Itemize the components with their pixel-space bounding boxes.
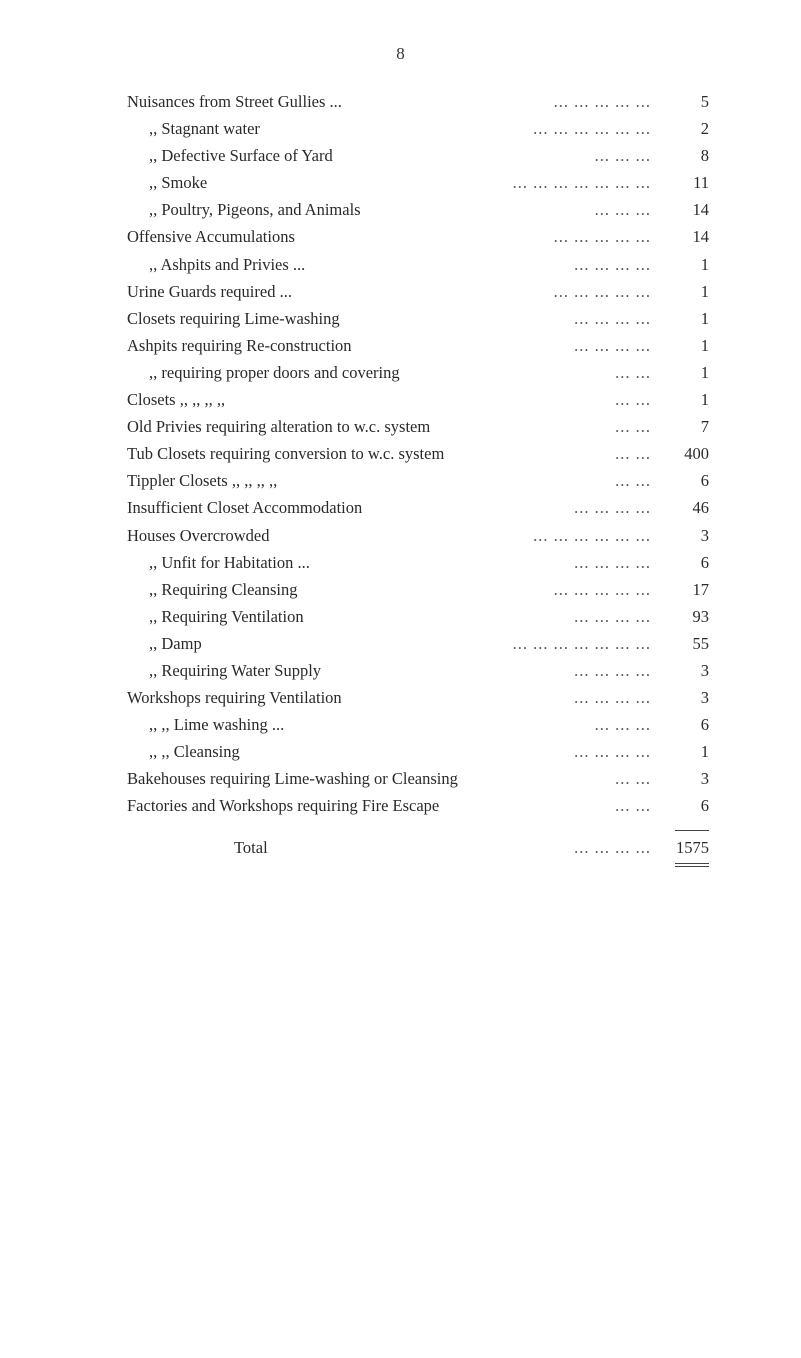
table-row <box>127 684 709 711</box>
row-leaders: ... ... <box>615 390 651 410</box>
row-value: 7 <box>700 417 709 437</box>
table-row <box>127 576 709 603</box>
row-label: ,, ,, Cleansing <box>149 742 240 762</box>
row-label: Urine Guards required ... <box>127 281 292 301</box>
total-row <box>127 834 709 862</box>
row-leaders: ... ... ... ... <box>574 335 651 355</box>
row-leaders: ... ... <box>615 444 651 464</box>
total-label: Total <box>234 837 268 857</box>
row-leaders: ... ... ... ... ... ... ... <box>512 633 651 653</box>
row-leaders: ... ... <box>615 362 651 382</box>
row-leaders: ... ... <box>615 417 651 437</box>
table-row <box>127 332 709 359</box>
row-label: ,, Ashpits and Privies ... <box>149 254 306 274</box>
row-label: Old Privies requiring alteration to w.c. system <box>127 417 431 437</box>
row-leaders: ... ... ... ... ... ... <box>533 119 651 139</box>
row-value: 1 <box>700 308 709 328</box>
row-value: 2 <box>700 119 709 139</box>
row-leaders: ... ... <box>615 796 651 816</box>
row-label: Ashpits requiring Re-construction <box>127 335 352 355</box>
row-leaders: ... ... ... ... ... <box>553 227 651 247</box>
row-value: 1 <box>700 390 709 410</box>
row-label: Houses Overcrowded <box>127 525 270 545</box>
table-row <box>127 359 709 386</box>
row-label: Closets requiring Lime-washing <box>127 308 340 328</box>
page-number: 8 <box>396 44 405 63</box>
row-value: 55 <box>692 633 709 653</box>
table-row <box>127 223 709 250</box>
row-value: 1 <box>700 254 709 274</box>
row-value: 6 <box>700 715 709 735</box>
table-row <box>127 251 709 278</box>
row-label: ,, requiring proper doors and covering <box>149 362 400 382</box>
row-value: 3 <box>700 769 709 789</box>
row-label: Nuisances from Street Gullies ... <box>127 92 342 111</box>
row-value: 1 <box>700 742 709 762</box>
total-rule-bottom-double <box>675 866 709 867</box>
row-leaders: ... ... ... ... <box>574 552 651 572</box>
row-value: 93 <box>692 606 709 626</box>
table-row <box>127 522 709 549</box>
row-value: 5 <box>700 92 709 111</box>
row-label: Tub Closets requiring conversion to w.c. system <box>127 444 445 464</box>
row-leaders: ... ... ... ... <box>574 254 651 274</box>
table-row <box>127 549 709 576</box>
total-value: 1575 <box>676 837 709 857</box>
row-leaders: ... ... <box>615 471 651 491</box>
row-value: 17 <box>692 579 709 599</box>
total-rule-top <box>675 830 709 831</box>
row-leaders: ... ... ... ... <box>574 308 651 328</box>
row-value: 1 <box>700 335 709 355</box>
row-label: Insufficient Closet Accommodation <box>127 498 363 518</box>
row-leaders: ... ... ... <box>594 715 651 735</box>
row-label: ,, Defective Surface of Yard <box>149 146 333 166</box>
table-row <box>127 386 709 413</box>
row-label: Offensive Accumulations <box>127 227 295 247</box>
row-leaders: ... ... ... ... ... <box>553 92 651 111</box>
row-label: ,, Requiring Water Supply <box>149 660 322 680</box>
table-row <box>127 738 709 765</box>
row-label: Bakehouses requiring Lime-washing or Cleansing <box>127 769 458 789</box>
table-row <box>127 88 709 115</box>
row-value: 400 <box>684 444 709 464</box>
row-leaders: ... ... ... ... <box>574 660 651 680</box>
row-label: ,, Requiring Ventilation <box>149 606 304 626</box>
row-value: 46 <box>692 498 709 518</box>
row-label: Factories and Workshops requiring Fire Escape <box>127 796 440 816</box>
row-leaders: ... ... ... <box>594 200 651 220</box>
row-leaders: ... ... ... ... <box>574 742 651 762</box>
table-row <box>127 142 709 169</box>
row-label: ,, Stagnant water <box>149 119 260 139</box>
table-row <box>127 196 709 223</box>
table-row <box>127 630 709 657</box>
row-value: 3 <box>700 660 709 680</box>
row-leaders: ... ... ... ... ... ... ... <box>512 173 651 193</box>
table-row <box>127 467 709 494</box>
row-leaders: ... ... ... ... ... <box>553 579 651 599</box>
row-label: Closets ,, ,, ,, ,, <box>127 390 226 410</box>
row-value: 6 <box>700 471 709 491</box>
table-row <box>127 115 709 142</box>
table-row <box>127 792 709 819</box>
row-label: ,, Unfit for Habitation ... <box>149 552 310 572</box>
row-label: ,, Smoke <box>149 173 208 193</box>
row-value: 8 <box>700 146 709 166</box>
table-row <box>127 765 709 792</box>
table-row <box>127 278 709 305</box>
row-value: 1 <box>700 281 709 301</box>
table-row <box>127 603 709 630</box>
row-value: 3 <box>700 688 709 708</box>
table-row <box>127 440 709 467</box>
row-label: Tippler Closets ,, ,, ,, ,, <box>127 471 278 491</box>
row-leaders: ... ... ... ... ... <box>553 281 651 301</box>
row-value: 6 <box>700 552 709 572</box>
total-rule-bottom <box>675 863 709 864</box>
row-value: 14 <box>692 227 709 247</box>
row-label: ,, Requiring Cleansing <box>149 579 298 599</box>
row-leaders: ... ... ... <box>594 146 651 166</box>
row-leaders: ... ... ... ... <box>574 606 651 626</box>
row-value: 1 <box>700 362 709 382</box>
row-leaders: ... ... ... ... ... ... <box>533 525 651 545</box>
table-row <box>127 169 709 196</box>
nuisances-table <box>127 88 709 857</box>
row-label: ,, Damp <box>149 633 202 653</box>
row-value: 3 <box>700 525 709 545</box>
total-leaders: ... ... ... ... <box>574 837 651 857</box>
table-row <box>127 494 709 521</box>
row-leaders: ... ... ... ... <box>574 688 651 708</box>
row-value: 14 <box>692 200 709 220</box>
table-row <box>127 711 709 738</box>
row-leaders: ... ... <box>615 769 651 789</box>
row-value: 6 <box>700 796 709 816</box>
row-label: ,, Poultry, Pigeons, and Animals <box>149 200 361 220</box>
row-label: ,, ,, Lime washing ... <box>149 715 285 735</box>
table-row <box>127 657 709 684</box>
table-row <box>127 413 709 440</box>
row-leaders: ... ... ... ... <box>574 498 651 518</box>
row-value: 11 <box>693 173 709 193</box>
row-label: Workshops requiring Ventilation <box>127 688 342 708</box>
table-row <box>127 305 709 332</box>
